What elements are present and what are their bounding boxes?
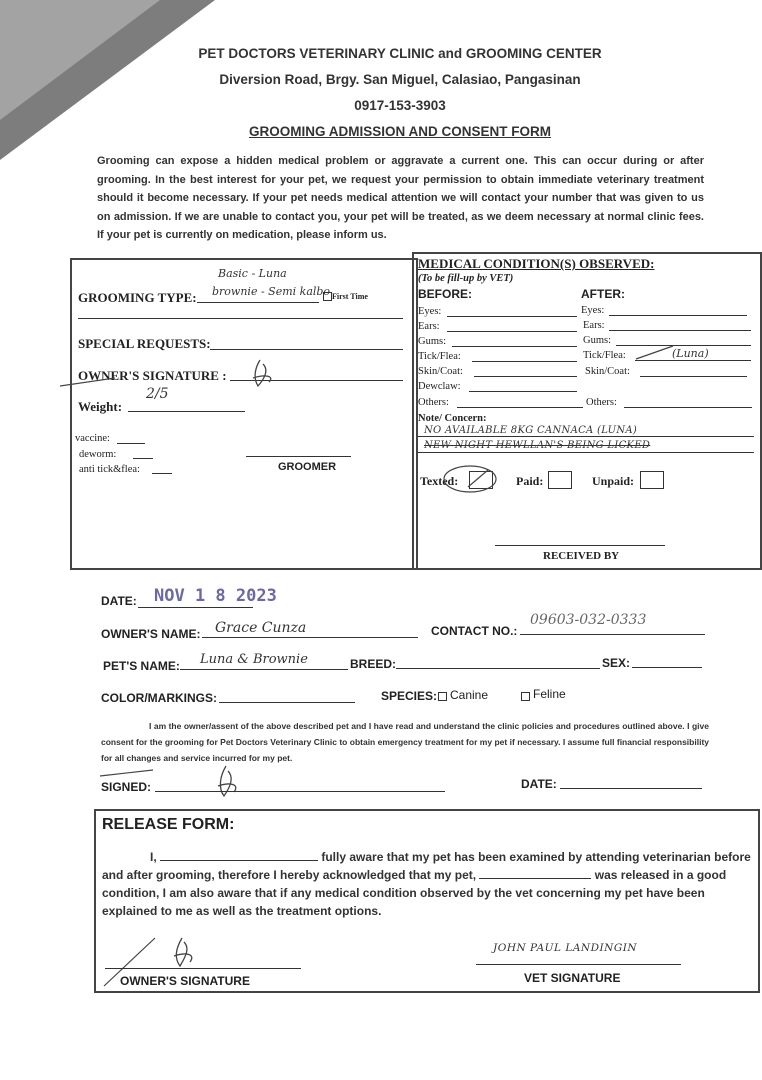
release-pet-blank[interactable] (479, 867, 591, 879)
before-others-line[interactable] (457, 407, 583, 408)
release-paragraph (102, 848, 754, 920)
species-label: SPECIES: (381, 689, 438, 703)
before-skin-coat-line[interactable] (474, 376, 577, 377)
after-eyes-line[interactable] (609, 315, 747, 316)
note-line-1: NO AVAILABLE 8KG CANNACA (LUNA) (424, 425, 638, 436)
before-dewclaw: Dewclaw: (418, 381, 461, 392)
before-tick-flea: Tick/Flea: (418, 351, 461, 362)
breed-label: BREED: (350, 657, 397, 671)
before-eyes: Eyes: (418, 306, 442, 317)
note-concern-label: Note/ Concern: (418, 413, 487, 424)
first-time-label: First Time (332, 292, 368, 301)
intro-paragraph: Grooming can expose a hidden medical problem or aggravate a current one. This can occur during or after grooming. In the best interest for your pet, we request your permission to obtain immediate veterinary treatment should it become necessary. If your pet needs medical attention we will contact your number that was given to us on admission. If we are unable to contact you, your pet will be treated, as we deem necessary at normal clinic fees. If your pet is currently on medication, please inform us. (97, 155, 704, 241)
after-eyes: Eyes: (581, 305, 605, 316)
weight-value: 2/5 (146, 386, 169, 402)
paid-checkbox[interactable] (548, 471, 572, 489)
grooming-type-line (197, 302, 319, 303)
anti-tick-label: anti tick&flea: (79, 464, 140, 475)
before-eyes-line[interactable] (447, 316, 577, 317)
after-others-line[interactable] (624, 407, 752, 408)
signed-label: SIGNED: (101, 780, 152, 794)
release-owner-line[interactable] (105, 968, 301, 969)
groomer-line (246, 456, 351, 457)
received-by-label: RECEIVED BY (543, 550, 620, 562)
note-rule-2 (418, 452, 754, 453)
pet-name-line[interactable] (180, 669, 348, 670)
after-skin-coat: Skin/Coat: (585, 366, 630, 377)
after-others: Others: (586, 397, 617, 408)
contact-label: CONTACT NO.: (431, 624, 518, 638)
date-stamp: NOV 1 8 2023 (154, 586, 277, 606)
date-line (138, 607, 253, 608)
after-gums: Gums: (583, 335, 612, 346)
before-tick-flea-line[interactable] (472, 361, 577, 362)
medical-title: MEDICAL CONDITION(S) OBSERVED: (418, 256, 655, 271)
clinic-address: Diversion Road, Brgy. San Miguel, Calasiao, Pangasinan (219, 72, 581, 87)
after-ears-line[interactable] (609, 330, 751, 331)
first-time-checkbox[interactable] (323, 292, 332, 301)
vet-signature-label: VET SIGNATURE (524, 971, 621, 985)
vet-signature-line[interactable] (476, 964, 681, 965)
consent-paragraph: I am the owner/assent of the above described pet and I have read and understand the clinic policies and procedures outlined above. I give consent for the grooming for Pet Doctors Veterinary Clinic to obtain emergency treatment for my pet if necessary. I assume full financial responsibility for all changes and service incurred for my pet. (101, 721, 709, 763)
deworm-line[interactable] (133, 458, 153, 459)
before-ears: Ears: (418, 321, 440, 332)
owner-signature-mark (55, 348, 285, 398)
paid-label: Paid: (516, 474, 544, 488)
vaccine-label: vaccine: (75, 433, 110, 444)
weight-line (128, 411, 245, 412)
release-text-i: I, (150, 850, 157, 864)
weight-label: Weight: (78, 399, 123, 414)
special-requests-label: SPECIAL REQUESTS: (78, 336, 211, 351)
before-ears-line[interactable] (447, 331, 577, 332)
owner-name-value: Grace Cunza (215, 620, 307, 636)
vet-name-value: JOHN PAUL LANDINGIN (493, 942, 638, 954)
clinic-phone: 0917-153-3903 (354, 98, 446, 113)
note-rule-1 (418, 436, 754, 437)
signed-line[interactable] (155, 791, 445, 792)
before-gums: Gums: (418, 336, 447, 347)
deworm-label: deworm: (79, 449, 117, 460)
canine-checkbox[interactable] (438, 692, 447, 701)
owner-signature-label: OWNER'S SIGNATURE : (78, 368, 227, 383)
pet-name-value: Luna & Brownie (200, 652, 308, 667)
groomer-label: GROOMER (278, 461, 337, 473)
unpaid-label: Unpaid: (592, 474, 635, 488)
pet-name-label: PET'S NAME: (103, 659, 180, 673)
after-label: AFTER: (581, 287, 625, 301)
grooming-type-note: Basic - Luna (218, 267, 287, 280)
vaccine-line[interactable] (117, 443, 145, 444)
feline-checkbox[interactable] (521, 692, 530, 701)
canine-label: Canine (450, 688, 489, 702)
tick-flea-after-note: (Luna) (672, 347, 709, 360)
contact-value: 09603-032-0333 (530, 612, 647, 628)
unpaid-checkbox[interactable] (640, 471, 664, 489)
breed-line[interactable] (396, 668, 600, 669)
texted-circle-mark (440, 462, 500, 496)
release-text-2: fully aware that my pet has been examined by attending veterinarian before and after grooming, therefore I hereby acknowledged that my pet, (102, 850, 751, 882)
grooming-type-value: brownie - Semi kalbo (212, 285, 331, 298)
medical-subtitle: (To be fill-up by VET) (418, 273, 514, 284)
signed-signature-mark (98, 762, 248, 802)
owner-name-line[interactable] (202, 637, 418, 638)
owner-name-label: OWNER'S NAME: (101, 627, 201, 641)
grooming-extra-line (78, 318, 403, 319)
contact-line[interactable] (520, 634, 705, 635)
release-title: RELEASE FORM: (102, 816, 235, 833)
release-owner-label: OWNER'S SIGNATURE (120, 974, 250, 988)
grooming-type-label: GROOMING TYPE: (78, 290, 197, 305)
feline-label: Feline (533, 687, 566, 701)
note-line-2: NEW NIGHT HEWLLAN'S BEING LICKED (424, 440, 651, 451)
form-title: GROOMING ADMISSION AND CONSENT FORM (249, 124, 551, 139)
color-label: COLOR/MARKINGS: (101, 691, 217, 705)
after-skin-coat-line[interactable] (640, 376, 747, 377)
clinic-name: PET DOCTORS VETERINARY CLINIC and GROOMING CENTER (198, 46, 602, 61)
anti-tick-line[interactable] (152, 473, 172, 474)
before-others: Others: (418, 397, 449, 408)
release-name-blank[interactable] (160, 849, 318, 861)
sex-line[interactable] (632, 667, 702, 668)
sex-label: SEX: (602, 656, 631, 670)
before-label: BEFORE: (418, 287, 472, 301)
color-line[interactable] (219, 702, 355, 703)
before-skin-coat: Skin/Coat: (418, 366, 463, 377)
before-gums-line[interactable] (452, 346, 577, 347)
texted-label: Texted: (420, 474, 459, 488)
date2-line[interactable] (560, 788, 702, 789)
after-ears: Ears: (583, 320, 605, 331)
before-dewclaw-line[interactable] (469, 391, 577, 392)
release-text-3: was released in a good condition, I am also aware that if any medical condition observed by the vet concerning my pet have been explained to me as well as the treatment options. (102, 868, 727, 918)
date-label: DATE: (101, 594, 137, 608)
date2-label: DATE: (521, 777, 557, 791)
after-tick-flea: Tick/Flea: (583, 350, 626, 361)
received-by-line (495, 545, 665, 546)
